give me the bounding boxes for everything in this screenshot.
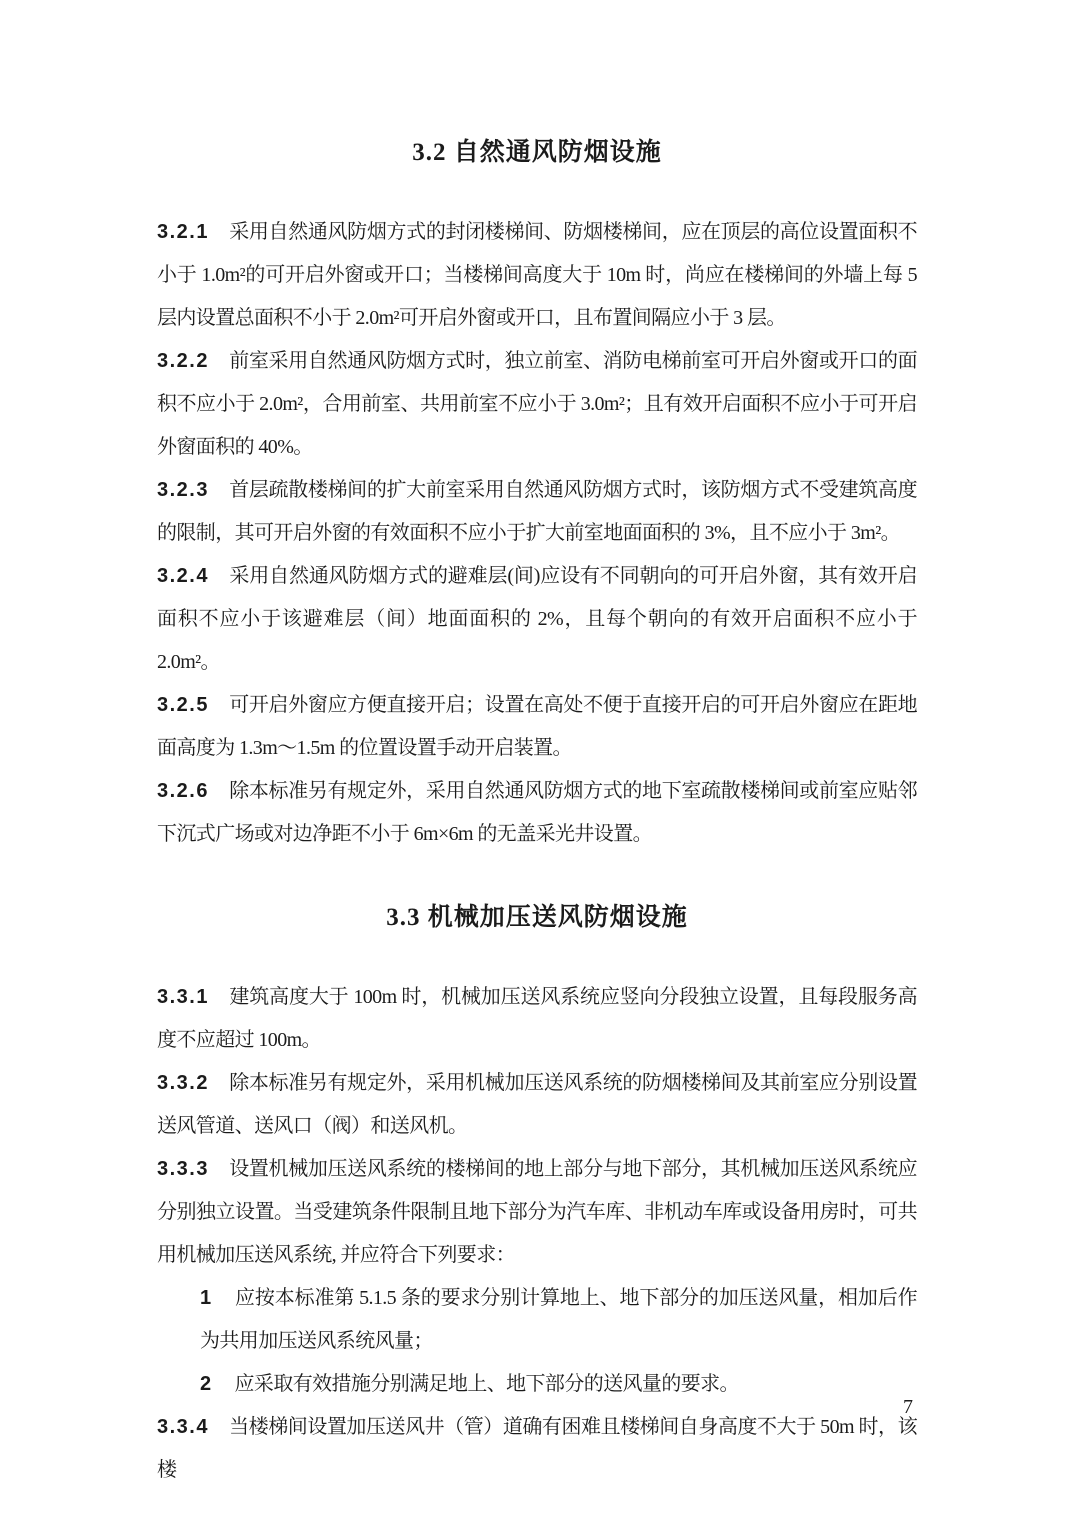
clause-3-3-3 — [157, 1148, 917, 1277]
clause-number: 3.2.1 — [157, 221, 209, 243]
section-3-3-heading: 3.3 机械加压送风防烟设施 — [386, 904, 688, 931]
clause-3-2-3 — [157, 469, 917, 555]
clause-text: 首层疏散楼梯间的扩大前室采用自然通风防烟方式时，该防烟方式不受建筑高度的限制，其可开启外窗的有效面积不应小于扩大前室地面面积的 3%，且不应小于 3m²。 — [157, 479, 917, 544]
clause-text: 当楼梯间设置加压送风井（管）道确有困难且楼梯间自身高度不大于 50m 时，该楼 — [157, 1416, 917, 1481]
clause-3-3-4 — [157, 1406, 917, 1492]
clause-3-2-1 — [157, 211, 917, 340]
clause-3-2-2 — [157, 340, 917, 469]
clause-3-2-6 — [157, 770, 917, 856]
clause-3-3-3-item-1 — [200, 1277, 917, 1363]
clause-number: 3.3.4 — [157, 1416, 209, 1438]
clause-text: 采用自然通风防烟方式的避难层(间)应设有不同朝向的可开启外窗，其有效开启面积不应小于该避难层（间）地面面积的 2%，且每个朝向的有效开启面积不应小于 2.0m²。 — [157, 565, 917, 673]
subitem-text: 应采取有效措施分别满足地上、地下部分的送风量的要求。 — [234, 1373, 739, 1395]
clause-text: 可开启外窗应方便直接开启；设置在高处不便于直接开启的可开启外窗应在距地面高度为 1.3m～1.5m 的位置设置手动开启装置。 — [157, 694, 917, 759]
subitem-text: 应按本标准第 5.1.5 条的要求分别计算地上、地下部分的加压送风量，相加后作为共用加压送风系统风量； — [200, 1287, 917, 1352]
page-number: 7 — [903, 1396, 913, 1418]
clause-3-2-4 — [157, 555, 917, 684]
clause-number: 3.2.3 — [157, 479, 209, 501]
clause-number: 3.3.3 — [157, 1158, 209, 1180]
clause-3-3-1 — [157, 976, 917, 1062]
section-3-2-heading: 3.2 自然通风防烟设施 — [412, 139, 662, 166]
clause-text: 除本标准另有规定外，采用自然通风防烟方式的地下室疏散楼梯间或前室应贴邻下沉式广场或对边净距不小于 6m×6m 的无盖采光井设置。 — [157, 780, 917, 845]
clause-3-3-2 — [157, 1062, 917, 1148]
clause-number: 3.3.1 — [157, 986, 209, 1008]
clause-number: 3.2.4 — [157, 565, 209, 587]
clause-number: 3.2.2 — [157, 350, 209, 372]
clause-text: 设置机械加压送风系统的楼梯间的地上部分与地下部分，其机械加压送风系统应分别独立设置。当受建筑条件限制且地下部分为汽车库、非机动车库或设备用房时，可共用机械加压送风系统, 并应符合下列要求： — [157, 1158, 917, 1266]
clause-3-3-3-item-2 — [200, 1363, 917, 1406]
clause-text: 建筑高度大于 100m 时，机械加压送风系统应竖向分段独立设置，且每段服务高度不应超过 100m。 — [157, 986, 917, 1051]
subitem-number: 1 — [200, 1287, 211, 1309]
clause-text: 除本标准另有规定外，采用机械加压送风系统的防烟楼梯间及其前室应分别设置送风管道、送风口（阀）和送风机。 — [157, 1072, 917, 1137]
subitem-number: 2 — [200, 1373, 211, 1395]
clause-text: 采用自然通风防烟方式的封闭楼梯间、防烟楼梯间，应在顶层的高位设置面积不小于 1.0m²的可开启外窗或开口；当楼梯间高度大于 10m 时，尚应在楼梯间的外墙上每 5 层内设置总面积不小于 2.0m²可开启外窗或开口，且布置间隔应小于 3 层。 — [157, 221, 917, 329]
clause-3-2-5 — [157, 684, 917, 770]
clause-text: 前室采用自然通风防烟方式时，独立前室、消防电梯前室可开启外窗或开口的面积不应小于 2.0m²，合用前室、共用前室不应小于 3.0m²；且有效开启面积不应小于可开启外窗面积的 40%。 — [157, 350, 917, 458]
clause-number: 3.2.5 — [157, 694, 209, 716]
clause-number: 3.2.6 — [157, 780, 209, 802]
document-page — [157, 0, 917, 1492]
clause-number: 3.3.2 — [157, 1072, 209, 1094]
